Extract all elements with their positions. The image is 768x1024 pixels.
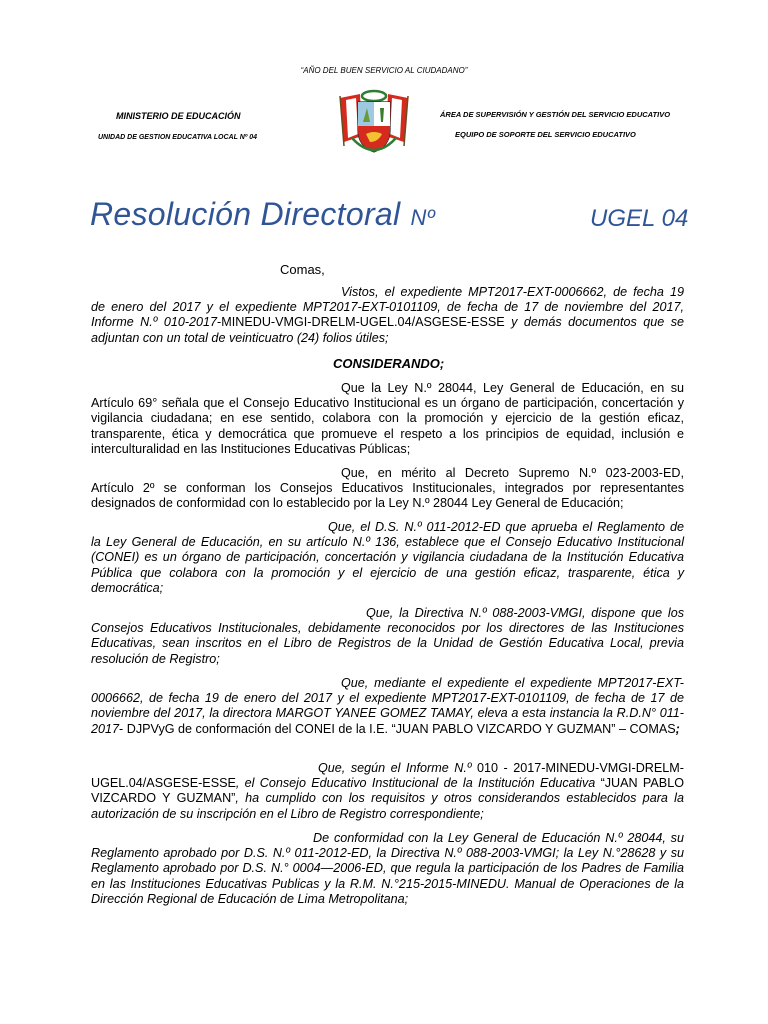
paragraph-informe-b: 010 - 2017-MINEDU-VMGI-DRELM-UGEL.04/ASGESE-ESSE xyxy=(91,761,684,791)
paragraph-informe-a: Que, según el Informe N.º xyxy=(318,761,477,775)
place-text: Comas, xyxy=(280,262,325,277)
paragraph-directiva-088-text: Que, la Directiva N.º 088-2003-VMGI, dispone que los Consejos Educativos Institucionales, debidamente reconocidos por los directores de las Instituciones Educativas, sean inscritos en el Libro de Registros de la Unidad de Gestión Educativa Local, previa resolución de Registro; xyxy=(91,606,684,666)
vistos-part-b: , de fecha 19 de enero del 2017 y el expediente MPT2017-EXT-0101109, de fecha de 17 de noviembre del 2017, Informe N.º 010-2017 xyxy=(91,285,684,330)
paragraph-ley-28044-text: Que la Ley N.º 28044, Ley General de Educación, en su Artículo 69° señala que el Consejo Educativo Institucional es un órgano de participación, concertación y vigilancia ciudadana; en ese sentido, colabora con la promoción y ejercicio de la gestión eficaz, transparente, ética y democrática que promueve el respeto a los principios de equidad, inclusión e interculturalidad en las Instituciones Educativas Públicas; xyxy=(91,381,684,456)
vistos-part-c: -MINEDU-VMGI-DRELM-UGEL.04/ASGESE-ESSE xyxy=(217,315,505,330)
paragraph-ley-28044 xyxy=(91,381,684,457)
vistos-part-d: y demás documentos que se adjuntan con un total de veinticuatro (24) folios útiles; xyxy=(91,315,685,345)
vistos-part-a: Vistos, el expediente MPT2017-EXT-0006662 xyxy=(341,285,604,299)
paragraph-informe-c: , el Consejo Educativo Institucional de la Institución Educativa xyxy=(235,776,601,791)
area-name: ÁREA DE SUPERVISIÓN Y GESTIÓN DEL SERVICIO EDUCATIVO xyxy=(440,110,671,119)
resolution-title xyxy=(90,196,435,233)
peru-coat-of-arms-icon xyxy=(336,86,412,158)
paragraph-expediente-d: ; xyxy=(675,721,680,736)
paragraph-informe xyxy=(91,761,684,822)
paragraph-expediente-b: , de fecha 19 de enero del 2017 y el expediente MPT2017-EXT-0101109, de fecha de 17 de noviembre del 2017, la directora MARGOT YANEE GOMEZ TAMAY, eleva a esta instancia la R.D.N° 011-2017 xyxy=(91,691,684,736)
resolution-ugel: UGEL 04 xyxy=(590,205,689,232)
paragraph-informe-e: , ha cumplido con los requisitos y otros considerandos establecidos para la autorización de su inscripción en el Libro de Registro correspondiente; xyxy=(91,791,684,821)
paragraph-ds-011-text: Que, el D.S. N.º 011-2012-ED que aprueba el Reglamento de la Ley General de Educación, en su artículo N.º 136, establece que el Consejo Educativo Institucional (CONEI) es un órgano de participación, concertación y vigilancia ciudadana de la Institución Educativa Pública que colabora con la promoción y el ejercicio de una gestión eficaz, trasparente, ética y democrática; xyxy=(91,520,684,595)
paragraph-ds-011 xyxy=(91,520,684,596)
paragraph-decreto-023 xyxy=(91,466,684,512)
vistos-paragraph xyxy=(91,285,684,346)
resolution-title-text: Resolución Directoral xyxy=(90,196,401,232)
header-motto: “AÑO DEL BUEN SERVICIO AL CIUDADANO” xyxy=(300,66,468,75)
paragraph-expediente xyxy=(91,676,684,737)
paragraph-expediente-a: Que, mediante el expediente el expediente MPT2017-EXT-0006662 xyxy=(91,676,684,706)
ugel-unit-name: UNIDAD DE GESTION EDUCATIVA LOCAL Nº 04 xyxy=(98,134,258,141)
considerando-heading: CONSIDERANDO; xyxy=(333,356,445,371)
paragraph-expediente-c: - DJPVyG de conformación del CONEI de la I.E. “JUAN PABLO VIZCARDO Y GUZMAN” – COMAS xyxy=(119,721,676,736)
paragraph-decreto-023-text: Que, en mérito al Decreto Supremo N.º 023-2003-ED, Artículo 2º se conforman los Consejos Educativos Institucionales, integrados por representantes designados de conformidad con lo establecido por la Ley N.º 28044 Ley General de Educación; xyxy=(91,466,684,511)
team-name: EQUIPO DE SOPORTE DEL SERVICIO EDUCATIVO xyxy=(455,130,636,139)
paragraph-directiva-088 xyxy=(91,606,684,667)
paragraph-conformidad-text: De conformidad con la Ley General de Educación N.º 28044, su Reglamento aprobado por D.S. N.º 011-2012-ED, la Directiva N.º 088-2003-VMGI; la Ley N.°28628 y su Reglamento aprobado por D.S. N.° 0004—2006-ED, que regula la participación de los Padres de Familia en las Instituciones Educativas Publicas y la R.M. N.°215-2015-MINEDU. Manual de Operaciones de la Dirección Regional de Educación de Lima Metropolitana; xyxy=(91,831,684,906)
ministry-name: MINISTERIO DE EDUCACIÓN xyxy=(116,111,241,121)
paragraph-informe-d: “JUAN PABLO VIZCARDO Y GUZMAN” xyxy=(91,776,684,806)
paragraph-conformidad xyxy=(91,831,684,907)
resolution-number-label: Nº xyxy=(410,205,435,230)
